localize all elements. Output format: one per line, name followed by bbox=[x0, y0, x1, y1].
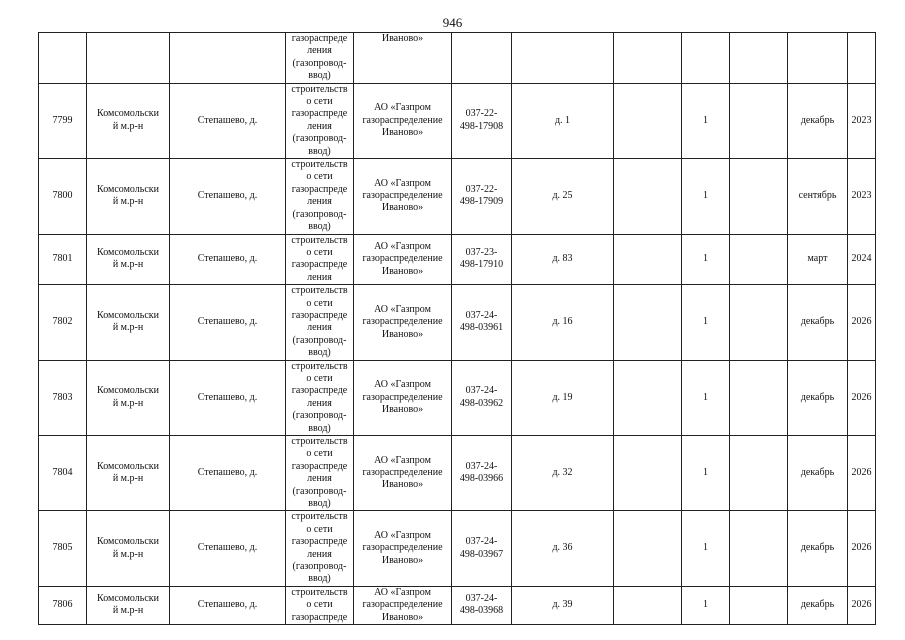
cell-empty bbox=[452, 33, 512, 84]
cell-code: 037-24- 498-03962 bbox=[452, 360, 512, 435]
cell-number: 7800 bbox=[39, 159, 87, 234]
cell-quantity: 1 bbox=[682, 586, 730, 624]
cell-quantity: 1 bbox=[682, 83, 730, 158]
cell-work-type: строительств о сети газораспреде bbox=[286, 586, 354, 624]
cell-empty bbox=[682, 33, 730, 84]
cell-district: Комсомольски й м.р-н bbox=[87, 83, 170, 158]
table-row bbox=[39, 285, 876, 360]
cell-code: 037-24- 498-03966 bbox=[452, 436, 512, 511]
cell-empty bbox=[87, 33, 170, 84]
cell-code: 037-24- 498-03967 bbox=[452, 511, 512, 586]
cell-empty bbox=[614, 586, 682, 624]
cell-house: д. 16 bbox=[512, 285, 614, 360]
cell-number: 7806 bbox=[39, 586, 87, 624]
table-row bbox=[39, 234, 876, 285]
table-row-partial bbox=[39, 33, 876, 84]
cell-work-type: строительств о сети газораспреде ления (газопровод- ввод) bbox=[286, 436, 354, 511]
cell-house: д. 36 bbox=[512, 511, 614, 586]
cell-quantity: 1 bbox=[682, 234, 730, 285]
cell-empty bbox=[39, 33, 87, 84]
cell-empty bbox=[614, 285, 682, 360]
table-row bbox=[39, 586, 876, 624]
cell-month: декабрь bbox=[788, 511, 848, 586]
cell-empty bbox=[614, 436, 682, 511]
cell-empty bbox=[730, 83, 788, 158]
cell-year: 2023 bbox=[848, 159, 876, 234]
cell-number: 7805 bbox=[39, 511, 87, 586]
cell-empty bbox=[614, 83, 682, 158]
cell-month: декабрь bbox=[788, 436, 848, 511]
cell-year: 2026 bbox=[848, 285, 876, 360]
cell-district: Комсомольски й м.р-н bbox=[87, 436, 170, 511]
cell-organization: АО «Газпром газораспределение Иваново» bbox=[354, 586, 452, 624]
table-row bbox=[39, 159, 876, 234]
cell-work-type: газораспреде ления (газопровод- ввод) bbox=[286, 33, 354, 84]
page-number: 946 bbox=[442, 15, 463, 30]
cell-year: 2023 bbox=[848, 83, 876, 158]
cell-number: 7802 bbox=[39, 285, 87, 360]
cell-locality: Степашево, д. bbox=[170, 511, 286, 586]
cell-organization: АО «Газпром газораспределение Иваново» bbox=[354, 285, 452, 360]
cell-year: 2026 bbox=[848, 586, 876, 624]
cell-month: сентябрь bbox=[788, 159, 848, 234]
cell-locality: Степашево, д. bbox=[170, 234, 286, 285]
cell-empty bbox=[730, 159, 788, 234]
cell-locality: Степашево, д. bbox=[170, 83, 286, 158]
cell-organization: АО «Газпром газораспределение Иваново» bbox=[354, 436, 452, 511]
cell-district: Комсомольски й м.р-н bbox=[87, 586, 170, 624]
cell-empty bbox=[848, 33, 876, 84]
cell-empty bbox=[730, 285, 788, 360]
cell-district: Комсомольски й м.р-н bbox=[87, 360, 170, 435]
cell-organization: Иваново» bbox=[354, 33, 452, 84]
cell-work-type: строительств о сети газораспреде ления (газопровод- ввод) bbox=[286, 159, 354, 234]
cell-number: 7799 bbox=[39, 83, 87, 158]
cell-quantity: 1 bbox=[682, 436, 730, 511]
cell-house: д. 25 bbox=[512, 159, 614, 234]
cell-empty bbox=[730, 586, 788, 624]
cell-empty bbox=[614, 33, 682, 84]
cell-empty bbox=[170, 33, 286, 84]
cell-organization: АО «Газпром газораспределение Иваново» bbox=[354, 511, 452, 586]
cell-empty bbox=[614, 511, 682, 586]
cell-locality: Степашево, д. bbox=[170, 586, 286, 624]
cell-house: д. 1 bbox=[512, 83, 614, 158]
cell-empty bbox=[614, 234, 682, 285]
cell-empty bbox=[730, 436, 788, 511]
cell-organization: АО «Газпром газораспределение Иваново» bbox=[354, 83, 452, 158]
cell-quantity: 1 bbox=[682, 511, 730, 586]
cell-month: март bbox=[788, 234, 848, 285]
cell-locality: Степашево, д. bbox=[170, 360, 286, 435]
table-row bbox=[39, 511, 876, 586]
table-row bbox=[39, 436, 876, 511]
cell-month: декабрь bbox=[788, 360, 848, 435]
cell-work-type: строительств о сети газораспреде ления (газопровод- ввод) bbox=[286, 360, 354, 435]
cell-empty bbox=[730, 511, 788, 586]
cell-locality: Степашево, д. bbox=[170, 159, 286, 234]
cell-year: 2026 bbox=[848, 511, 876, 586]
cell-code: 037-24- 498-03961 bbox=[452, 285, 512, 360]
cell-year: 2026 bbox=[848, 436, 876, 511]
cell-year: 2026 bbox=[848, 360, 876, 435]
cell-empty bbox=[788, 33, 848, 84]
cell-organization: АО «Газпром газораспределение Иваново» bbox=[354, 360, 452, 435]
table-row bbox=[39, 360, 876, 435]
cell-locality: Степашево, д. bbox=[170, 285, 286, 360]
cell-organization: АО «Газпром газораспределение Иваново» bbox=[354, 234, 452, 285]
cell-district: Комсомольски й м.р-н bbox=[87, 159, 170, 234]
cell-locality: Степашево, д. bbox=[170, 436, 286, 511]
cell-empty bbox=[730, 360, 788, 435]
cell-house: д. 83 bbox=[512, 234, 614, 285]
cell-quantity: 1 bbox=[682, 285, 730, 360]
cell-number: 7801 bbox=[39, 234, 87, 285]
cell-empty bbox=[730, 33, 788, 84]
cell-month: декабрь bbox=[788, 83, 848, 158]
cell-quantity: 1 bbox=[682, 360, 730, 435]
registry-table bbox=[38, 32, 876, 625]
cell-quantity: 1 bbox=[682, 159, 730, 234]
cell-month: декабрь bbox=[788, 285, 848, 360]
cell-district: Комсомольски й м.р-н bbox=[87, 511, 170, 586]
cell-month: декабрь bbox=[788, 586, 848, 624]
cell-district: Комсомольски й м.р-н bbox=[87, 234, 170, 285]
cell-work-type: строительств о сети газораспреде ления (газопровод- ввод) bbox=[286, 83, 354, 158]
cell-work-type: строительств о сети газораспреде ления bbox=[286, 234, 354, 285]
table-row bbox=[39, 83, 876, 158]
cell-work-type: строительств о сети газораспреде ления (газопровод- ввод) bbox=[286, 285, 354, 360]
cell-year: 2024 bbox=[848, 234, 876, 285]
cell-code: 037-22- 498-17909 bbox=[452, 159, 512, 234]
cell-house: д. 39 bbox=[512, 586, 614, 624]
cell-house: д. 32 bbox=[512, 436, 614, 511]
cell-code: 037-22- 498-17908 bbox=[452, 83, 512, 158]
cell-empty bbox=[512, 33, 614, 84]
cell-code: 037-23- 498-17910 bbox=[452, 234, 512, 285]
cell-number: 7804 bbox=[39, 436, 87, 511]
cell-district: Комсомольски й м.р-н bbox=[87, 285, 170, 360]
cell-work-type: строительств о сети газораспреде ления (газопровод- ввод) bbox=[286, 511, 354, 586]
cell-empty bbox=[614, 360, 682, 435]
cell-organization: АО «Газпром газораспределение Иваново» bbox=[354, 159, 452, 234]
cell-code: 037-24- 498-03968 bbox=[452, 586, 512, 624]
cell-number: 7803 bbox=[39, 360, 87, 435]
cell-house: д. 19 bbox=[512, 360, 614, 435]
cell-empty bbox=[614, 159, 682, 234]
cell-empty bbox=[730, 234, 788, 285]
